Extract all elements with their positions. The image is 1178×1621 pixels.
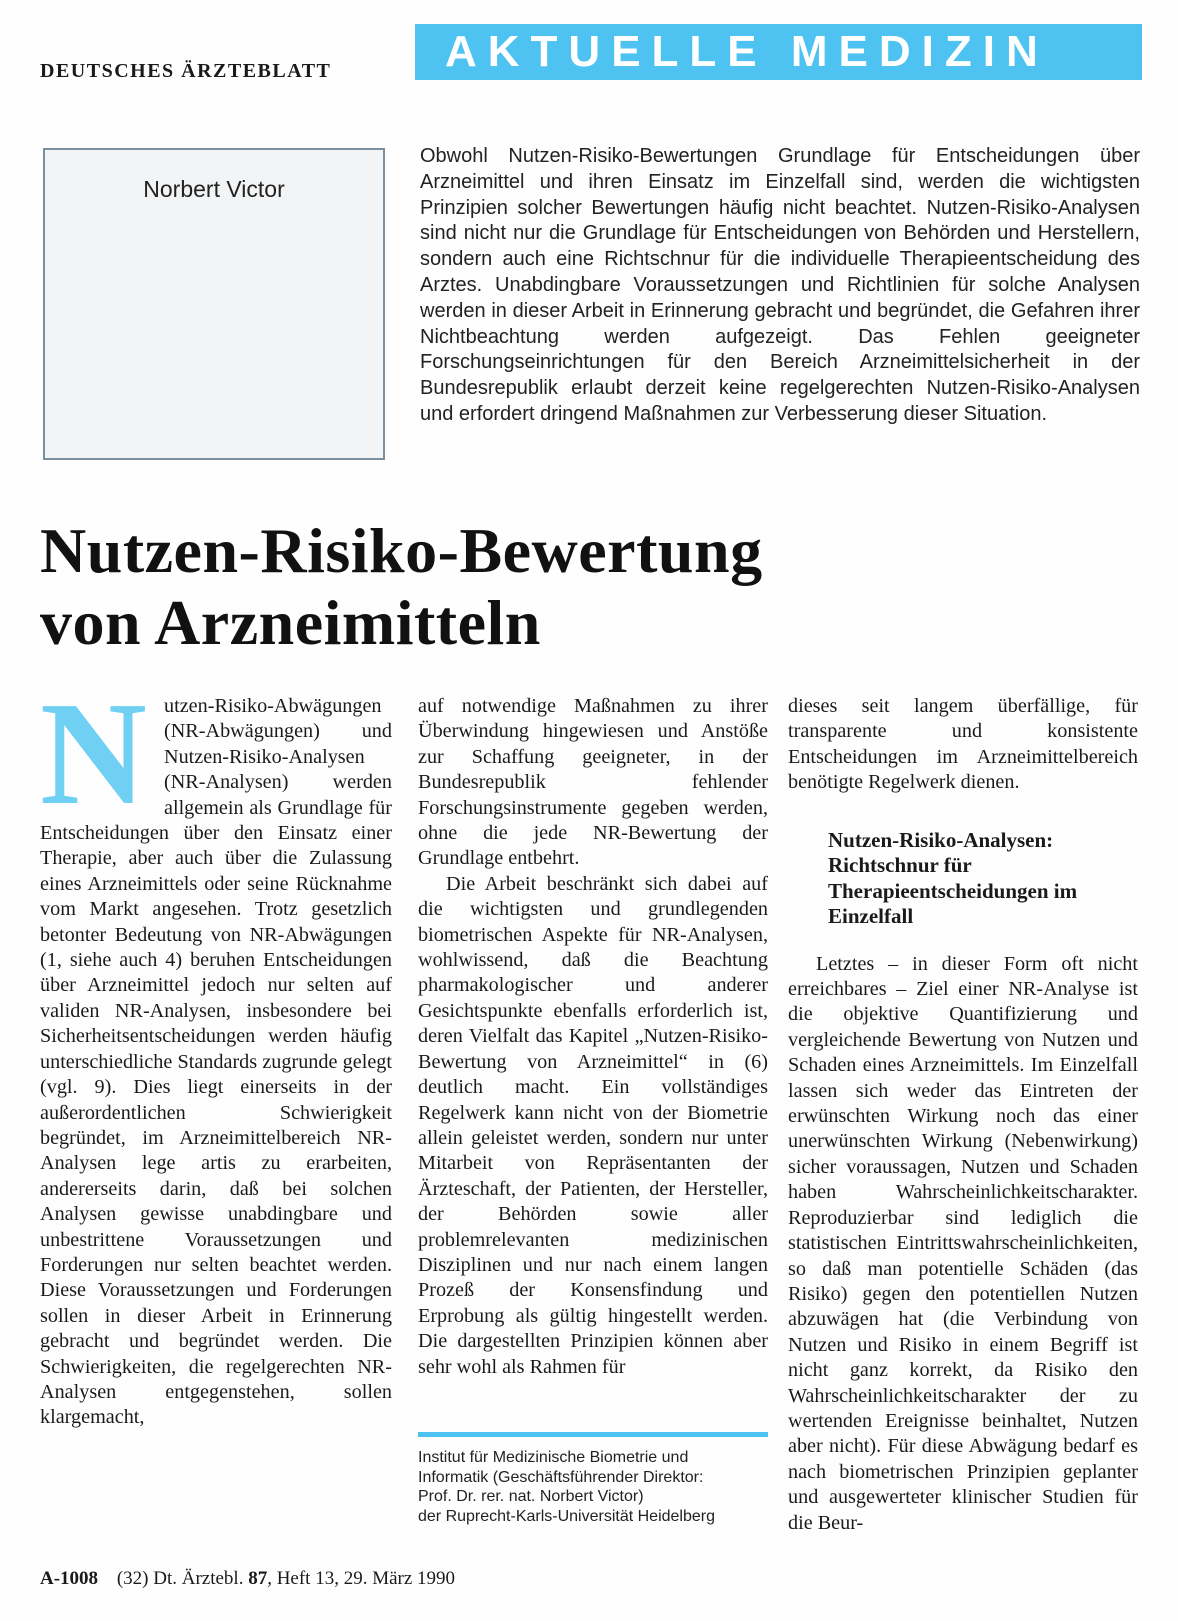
institute-line-4: der Ruprecht-Karls-Universität Heidelberg bbox=[418, 1507, 716, 1525]
column-1 bbox=[40, 672, 392, 1431]
article-title bbox=[40, 515, 1140, 659]
institute-line-3: Prof. Dr. rer. nat. Norbert Victor) bbox=[418, 1488, 644, 1505]
column-2 bbox=[418, 694, 768, 1380]
author-box bbox=[43, 148, 385, 460]
title-line-1: Nutzen-Risiko-Bewertung bbox=[40, 515, 763, 586]
page-number: A-1008 bbox=[40, 1568, 99, 1589]
drop-cap: N bbox=[40, 672, 147, 836]
abstract: Obwohl Nutzen-Risiko-Bewertungen Grundlage für Entscheidungen über Arzneimittel und ihren Einsatz im Einzelfall sind, werden die wichtigsten Prinzipien solcher Bewertungen häufig nicht beachtet. Nutzen-Risiko-Analysen sind nicht nur die Grundlage für Entscheidungen von Behörden und Herstellern, sondern auch eine Richtschnur für die individuelle Therapieentscheidung des Arztes. Unabdingbare Voraussetzungen und Richtlinien für solche Analysen werden in dieser Arbeit in Erinnerung gebracht und begründet, die Gefahren ihrer Nichtbeachtung werden aufgezeigt. Das Fehlen geeigneter Forschungseinrichtungen für den Bereich Arzneimittelsicherheit in der Bundesrepublik erlaubt derzeit keine regelgerechten Nutzen-Risiko-Analysen und erfordert dringend Maßnahmen zur Verbesserung dieser Situation. bbox=[420, 145, 1140, 425]
column-3-paragraph-2: Letztes – in dieser Form oft nicht erreichbares – Ziel einer NR-Analyse ist die objektive Quantifizierung und vergleichende Bewertung von Nutzen und Schaden eines Arzneimittels. Im Einzelfall lassen sich weder das Eintreten der erwünschten Wirkung noch das einer unerwünschten Wirkung (Nebenwirkung) sicher voraussagen, Nutzen und Schaden haben Wahrscheinlichkeitscharakter. Reproduzierbar sind lediglich die statistischen Eintrittswahrscheinlichkeiten, so daß man potentielle Schäden (das Risiko) gegen den potentiellen Nutzen abzuwägen hat (die Verbindung von Nutzen und Risiko in einem Begriff ist nicht ganz korrekt, da Risiko den Wahrscheinlichkeitscharakter der zu wertenden Ereignisse beinhaltet, Nutzen aber nicht). Für diese Abwägung bedarf es nach biometrischen Prinzipien geplanter und ausgewerteter klinischer Studien für die Beur- bbox=[788, 952, 1138, 1534]
section-subheading: Nutzen-Risiko-Analysen: Richtschnur für Therapieentscheidungen im Einzelfall bbox=[828, 827, 1078, 929]
institute-line-1: Institut für Medizinische Biometrie und bbox=[418, 1449, 689, 1466]
column-3 bbox=[788, 694, 1138, 1536]
column-1-text: utzen-Risiko-Abwägungen (NR-Abwägungen) und Nutzen-Risiko-Analysen (NR-Analysen) werden allgemein als Grundlage für Entscheidungen über den Einsatz einer Therapie, aber auch über die Zulassung eines Arzneimittels oder seine Rücknahme vom Markt angesehen. Trotz gesetzlich betonter Bedeutung von NR-Abwägungen (1, siehe auch 4) beruhen Entscheidungen über Arzneimittel jedoch nur selten auf validen NR-Analysen, insbesondere bei Sicherheitsentscheidungen werden häufig unterschiedliche Standards zugrunde gelegt (vgl. 9). Dies liegt einerseits in der außerordentlichen Schwierigkeit begründet, im Arzneimittelbereich NR-Analysen lege artis zu erarbeiten, andererseits darin, daß bei solchen Analysen gewisse unabdingbare und unbestrittene Voraussetzungen und Forderungen nur selten beachtet werden. Diese Voraussetzungen und Forderungen sollen in dieser Arbeit in Erinnerung gebracht und begründet werden. Die Schwierigkeiten, die regelgerechten NR-Analysen entgegenstehen, sollen klargemacht, bbox=[40, 695, 392, 1429]
journal-name: DEUTSCHES ÄRZTEBLATT bbox=[40, 60, 332, 82]
section-banner: AKTUELLE MEDIZIN bbox=[415, 24, 1142, 80]
title-line-2: von Arzneimitteln bbox=[40, 587, 541, 658]
column-2-paragraph-2: Die Arbeit beschränkt sich dabei auf die wichtigsten und grundlegenden biometrischen Aspekte für NR-Analysen, wohlwissend, daß die Beachtung pharmakologischer und anderer Gesichtspunkte ebenfalls erforderlich ist, deren Vielfalt das Kapitel „Nutzen-Risiko-Bewertung von Arzneimittel“ in (6) deutlich macht. Ein vollständiges Regelwerk kann nicht von der Biometrie allein geleistet werden, sondern nur unter Mitarbeit von Repräsentanten der Ärzteschaft, der Patienten, der Hersteller, der Behörden sowie aller problemrelevanten medizinischen Disziplinen und nur nach einem langen Prozeß der Konsensfindung und Erprobung als gültig hingestellt werden. Die dargestellten Prinzipien können aber sehr wohl als Rahmen für bbox=[418, 872, 768, 1378]
column-2-paragraph-1: auf notwendige Maßnahmen zu ihrer Überwindung hingewiesen und Anstöße zur Schaffung geeigneter, in der Bundesrepublik fehlender Forschungsinstrumente gegeben werden, ohne die jede NR-Bewertung der Grundlage entbehrt. bbox=[418, 695, 768, 870]
institute-affiliation bbox=[418, 1448, 778, 1526]
author-name: Norbert Victor bbox=[143, 176, 285, 202]
citation-prefix: (32) Dt. Ärztebl. bbox=[116, 1568, 244, 1589]
citation-volume: 87 bbox=[248, 1568, 268, 1589]
column-3-paragraph-1: dieses seit langem überfällige, für transparente und konsistente Entscheidungen im Arzneimittelbereich benötigte Regelwerk dienen. bbox=[788, 695, 1138, 794]
page-footer bbox=[40, 1568, 455, 1590]
citation-suffix: , Heft 13, 29. März 1990 bbox=[267, 1568, 456, 1589]
institute-divider bbox=[418, 1432, 768, 1437]
institute-line-2: Informatik (Geschäftsführender Direktor: bbox=[418, 1468, 704, 1486]
